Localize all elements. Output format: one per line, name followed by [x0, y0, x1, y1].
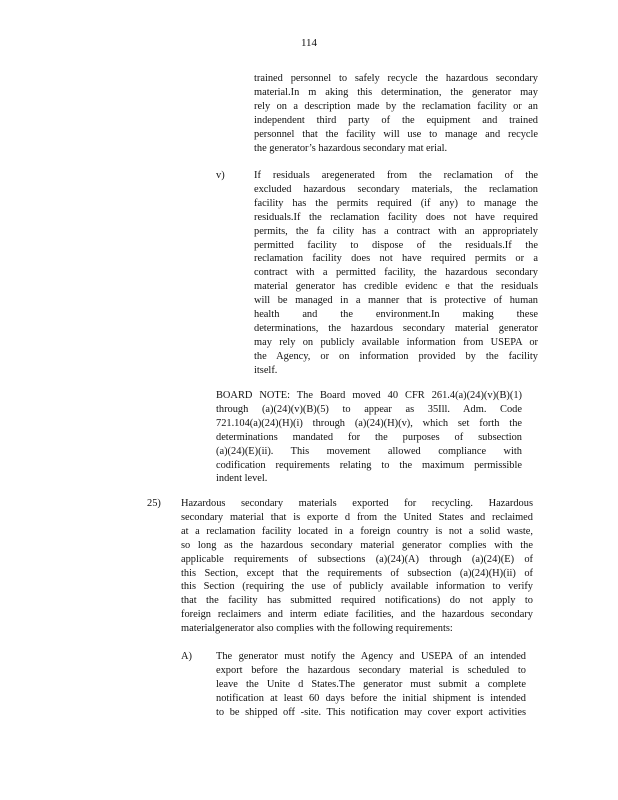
text-line: this Section (requiring the use of publicly available information to verify — [181, 581, 533, 593]
text-line: personnel that the facility will use to manage and recycle — [254, 128, 538, 140]
text-line: the generator’s hazardous secondary mat erial. — [254, 142, 448, 154]
text-line: codification requirements relating to the maximum permissible — [216, 459, 522, 471]
board-note — [216, 389, 522, 486]
text-line: Hazardous secondary materials exported for recycling. Hazardous — [181, 498, 533, 509]
text-line: (a)(24)(E)(ii). This movement allowed compliance with — [216, 445, 522, 457]
text-line: through (a)(24)(v)(B)(5) to appear as 35Ill. Adm. Code — [216, 403, 522, 415]
text-line: reclamation facility does not have required permits or a — [254, 253, 538, 265]
item-25-label: 25) — [147, 498, 161, 509]
item-25-text — [181, 497, 533, 636]
text-line: excluded hazardous secondary materials, the reclamation — [254, 183, 538, 195]
item-v-text — [254, 169, 538, 378]
text-line: residuals.If the reclamation facility does not have required — [254, 211, 538, 223]
text-line: determinations, the hazardous secondary material generator — [254, 322, 538, 334]
item-A-text — [216, 650, 526, 720]
text-line: may rely on publicly available information from USEPA or — [254, 336, 538, 348]
text-line: independent third party of the equipment and trained — [254, 114, 538, 126]
text-line: 721.104(a)(24)(H)(i) through (a)(24)(H)(v), which set forth the — [216, 417, 522, 429]
text-line: the Agency, or on information provided by the facility — [254, 350, 538, 362]
item-v-label: v) — [216, 170, 225, 181]
text-line: facility has the permits required (if any) to manage the — [254, 197, 538, 209]
text-line: trained personnel to safely recycle the hazardous secondary — [254, 73, 538, 84]
text-line: will be managed in a manner that is protective of human — [254, 295, 538, 307]
text-line: itself. — [254, 364, 278, 376]
text-line: permitted facility to dispose of the residuals.If the — [254, 239, 538, 251]
item-iv-continuation — [254, 72, 538, 155]
item-A-label: A) — [181, 651, 192, 662]
text-line: applicable requirements of subsections (a)(24)(A) through (a)(24)(E) of — [181, 553, 533, 565]
text-line: so long as the hazardous secondary material generator complies with the — [181, 539, 533, 551]
text-line: secondary material that is exporte d from the United States and reclaimed — [181, 511, 533, 523]
text-line: notification at least 60 days before the initial shipment is intended — [216, 692, 526, 704]
text-line: The generator must notify the Agency and USEPA of an intended — [216, 651, 526, 662]
text-line: this Section, except that the requirements of subsection (a)(24)(H)(ii) of — [181, 567, 533, 579]
text-line: material generator has credible evidenc e that the residuals — [254, 281, 538, 293]
text-line: BOARD NOTE: The Board moved 40 CFR 261.4(a)(24)(v)(B)(1) — [216, 390, 522, 401]
text-line: determinations mandated for the purposes of subsection — [216, 431, 522, 443]
text-line: that the facility has submitted required notifications) do not apply to — [181, 595, 533, 607]
text-line: materialgenerator also complies with the following requirements: — [181, 623, 453, 635]
text-line: health and the environment.In making these — [254, 309, 538, 321]
text-line: If residuals aregenerated from the reclamation of the — [254, 170, 538, 181]
text-line: permits, the fa cility has a contract with an appropriately — [254, 225, 538, 237]
text-line: leave the Unite d States.The generator must submit a complete — [216, 678, 526, 690]
text-line: at a reclamation facility located in a foreign country is not a solid waste, — [181, 525, 533, 537]
text-line: contract with a permitted facility, the hazardous secondary — [254, 267, 538, 279]
text-line: foreign reclaimers and interm ediate facilities, and the hazardous secondary — [181, 609, 533, 621]
text-line: rely on a description made by the reclamation facility or an — [254, 100, 538, 112]
text-line: material.In m aking this determination, the generator may — [254, 86, 538, 98]
page-number: 114 — [300, 37, 318, 49]
text-line: indent level. — [216, 473, 268, 485]
text-line: to be shipped off -site. This notification may cover export activities — [216, 706, 526, 718]
text-line: export before the hazardous secondary material is scheduled to — [216, 664, 526, 676]
